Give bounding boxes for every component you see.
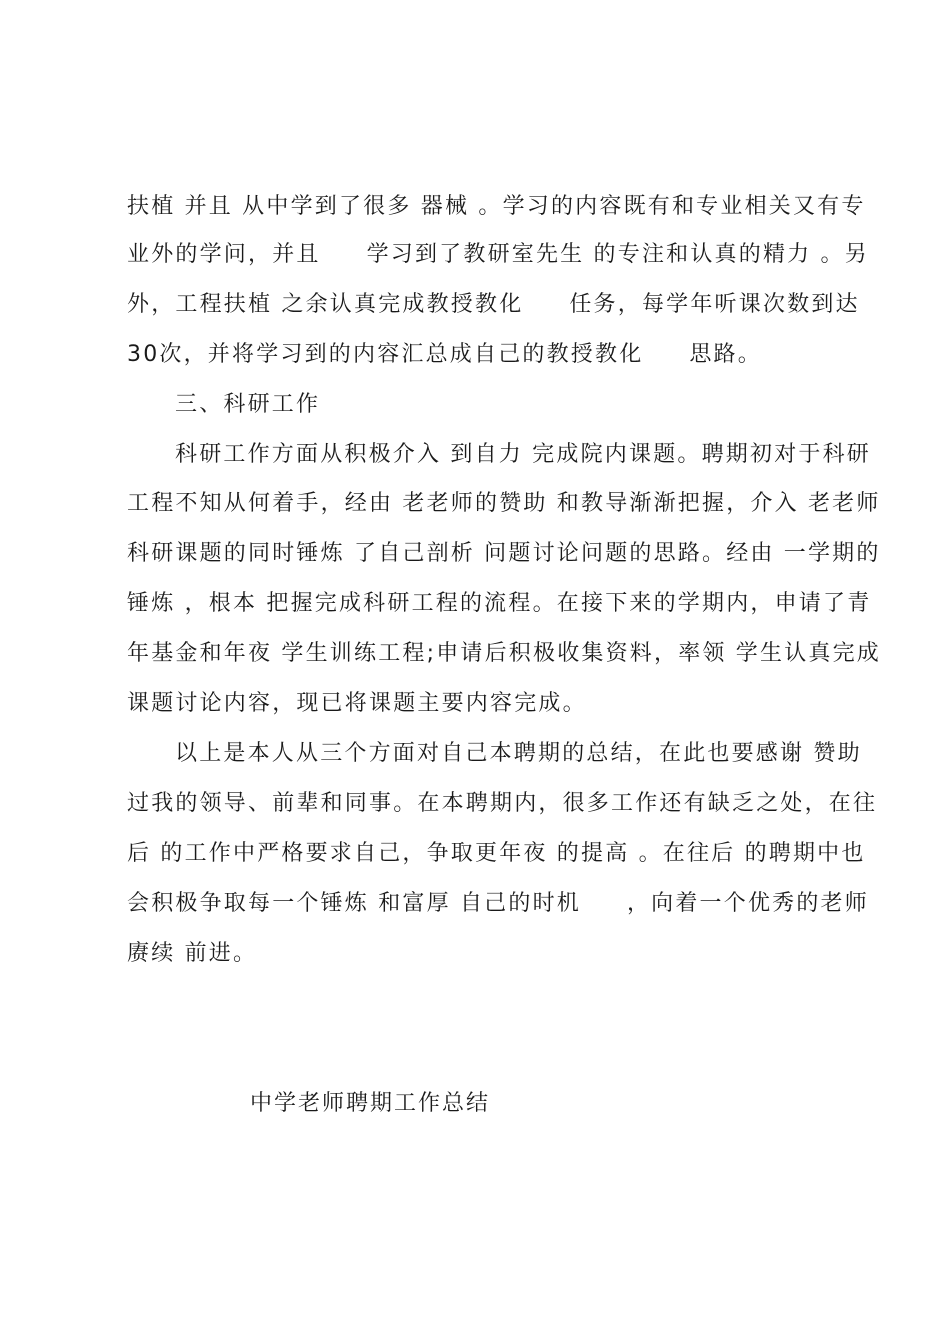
paragraph3-line4: 会积极争取每一个锤炼 和富厚 自己的时机 ，向着一个优秀的老师: [127, 891, 869, 916]
paragraph3-line5: 赓续 前进。: [127, 941, 258, 966]
paragraph2-line4: 锤炼 ，根本 把握完成科研工程的流程。在接下来的学期内，申请了青: [127, 591, 872, 616]
paragraph2-line2: 工程不知从何着手，经由 老老师的赞助 和教导渐渐把握，介入 老老师: [127, 491, 881, 516]
paragraph3-line2: 过我的领导、前辈和同事。在本聘期内，很多工作还有缺乏之处，在往: [127, 791, 878, 816]
paragraph2-line5: 年基金和年夜 学生训练工程;申请后积极收集资料，率领 学生认真完成: [127, 641, 882, 666]
paragraph1-line3: 外，工程扶植 之余认真完成教授教化 任务，每学年听课次数到达: [127, 292, 860, 317]
paragraph2-line1: 科研工作方面从积极介入 到自力 完成院内课题。聘期初对于科研: [175, 442, 871, 467]
paragraph1-line4: 30次，并将学习到的内容汇总成自己的教授教化 思路。: [127, 342, 762, 367]
paragraph2-line3: 科研课题的同时锤炼 了自己剖析 问题讨论问题的思路。经由 一学期的: [127, 541, 881, 566]
next-document-title: 中学老师聘期工作总结: [250, 1091, 491, 1116]
paragraph1-line2: 业外的学问，并且 学习到了教研室先生 的专注和认真的精力 。另: [127, 242, 869, 267]
paragraph3-line3: 后 的工作中严格要求自己，争取更年夜 的提高 。在往后 的聘期中也: [127, 841, 866, 866]
paragraph2-line6: 课题讨论内容，现已将课题主要内容完成。: [127, 691, 587, 716]
paragraph3-line1: 以上是本人从三个方面对自己本聘期的总结，在此也要感谢 赞助: [175, 741, 862, 766]
paragraph1-line1: 扶植 并且 从中学到了很多 器械 。学习的内容既有和专业相关又有专: [127, 194, 866, 219]
section-heading: 三、科研工作: [175, 392, 321, 417]
